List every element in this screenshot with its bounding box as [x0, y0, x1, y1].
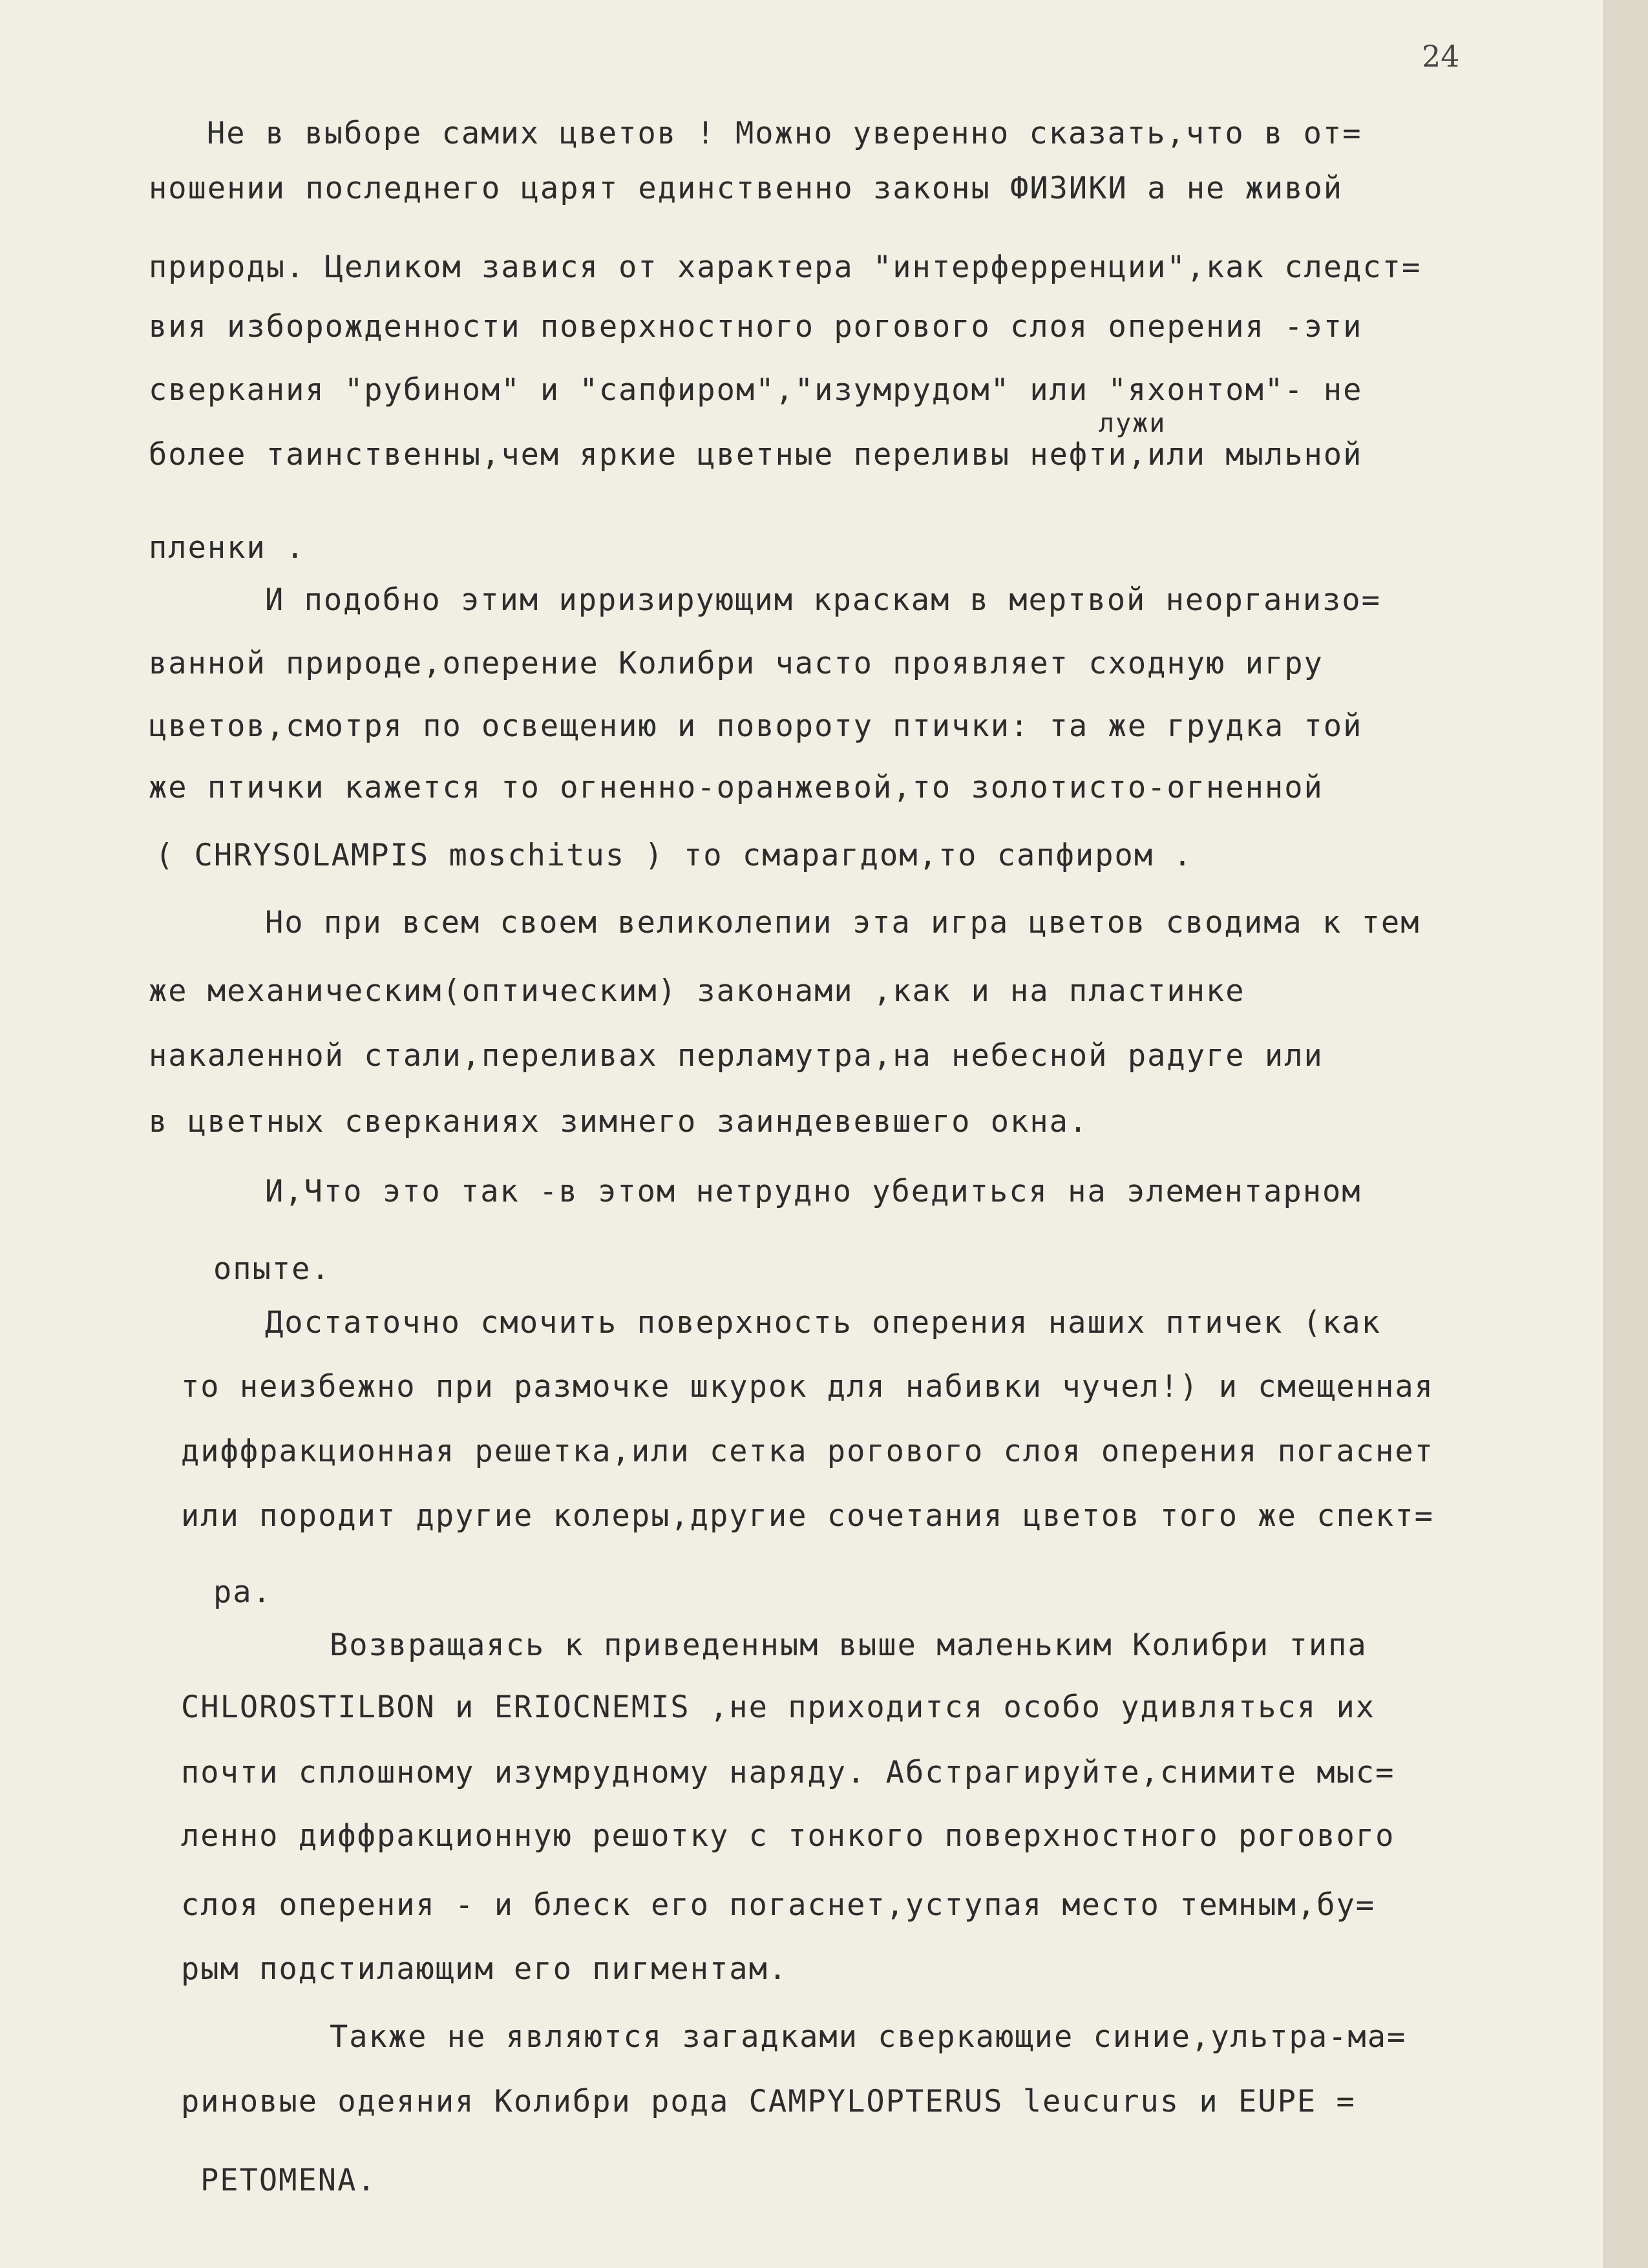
text-line: Достаточно смочить поверхность оперения наших птичек (как — [265, 1305, 1381, 1341]
text-line: Но при всем своем великолепии эта игра цветов сводима к тем — [265, 905, 1421, 940]
text-line: то неизбежно при размочке шкурок для набивки чучел!) и смещенная — [181, 1369, 1434, 1404]
text-line: накаленной стали,переливах перламутра,на небесной радуге или — [149, 1038, 1324, 1074]
text-line: природы. Целиком завися от характера "интерферренции",как следст= — [149, 249, 1422, 285]
text-line: Также не являются загадками сверкающие синие,ультра-ма= — [330, 2019, 1407, 2055]
text-line: ра. — [213, 1574, 272, 1610]
text-line: рым подстилающим его пигментам. — [181, 1951, 788, 1987]
text-line: сверкания "рубином" и "сапфиром","изумрудом" или "яхонтом"- не — [149, 372, 1363, 408]
text-line: диффракционная решетка,или сетка рогового слоя оперения погаснет — [181, 1434, 1434, 1469]
text-line: риновые одеяния Колибри рода CAMPYLOPTERUS leucurus и EUPE = — [181, 2084, 1356, 2119]
text-line: И,Что это так -в этом нетрудно убедиться на элементарном — [265, 1174, 1362, 1209]
text-line: же птички кажется то огненно-оранжевой,то золотисто-огненной — [149, 770, 1324, 805]
text-line: же механическим(оптическим) законами ,как и на пластинке — [149, 973, 1245, 1009]
text-line: Возвращаясь к приведенным выше маленьким Колибри типа — [330, 1627, 1368, 1663]
text-line: слоя оперения - и блеск его погаснет,уступая место темным,бу= — [181, 1887, 1376, 1923]
text-line: опыте. — [213, 1251, 331, 1287]
text-line: почти сплошному изумрудному наряду. Абстрагируйте,снимите мыс= — [181, 1755, 1395, 1790]
text-line: ванной природе,оперение Колибри часто проявляет сходную игру — [149, 646, 1324, 681]
page-number: 24 — [1422, 39, 1460, 74]
text-line: более таинственны,чем яркие цветные переливы нефти,или мыльной — [149, 437, 1363, 472]
text-line: И подобно этим ирризирующим краскам в мертвой неорганизо= — [265, 582, 1381, 618]
text-line: PETOMENA. — [200, 2163, 377, 2198]
page-edge — [1603, 0, 1648, 2268]
text-line: ленно диффракционную решотку с тонкого поверхностного рогового — [181, 1818, 1395, 1854]
text-line: Не в выборе самих цветов ! Можно уверенно сказать,что в от= — [207, 116, 1362, 151]
text-line: ношении последнего царят единственно законы ФИЗИКИ а не живой — [149, 171, 1344, 206]
text-line: вия изборожденности поверхностного рогового слоя оперения -эти — [149, 309, 1363, 344]
text-line: цветов,смотря по освещению и повороту птички: та же грудка той — [149, 708, 1363, 744]
handwritten-insert: лужи — [1099, 408, 1167, 438]
text-line: пленки . — [149, 530, 306, 566]
text-line: CHLOROSTILBON и ERIOCNEMIS ,не приходится особо удивляться их — [181, 1690, 1376, 1725]
text-line: ( CHRYSOLAMPIS moschitus ) то смарагдом,то сапфиром . — [155, 838, 1193, 873]
text-line: в цветных сверканиях зимнего заиндевевшего окна. — [149, 1104, 1089, 1139]
text-line: или породит другие колеры,другие сочетания цветов того же спект= — [181, 1498, 1434, 1534]
